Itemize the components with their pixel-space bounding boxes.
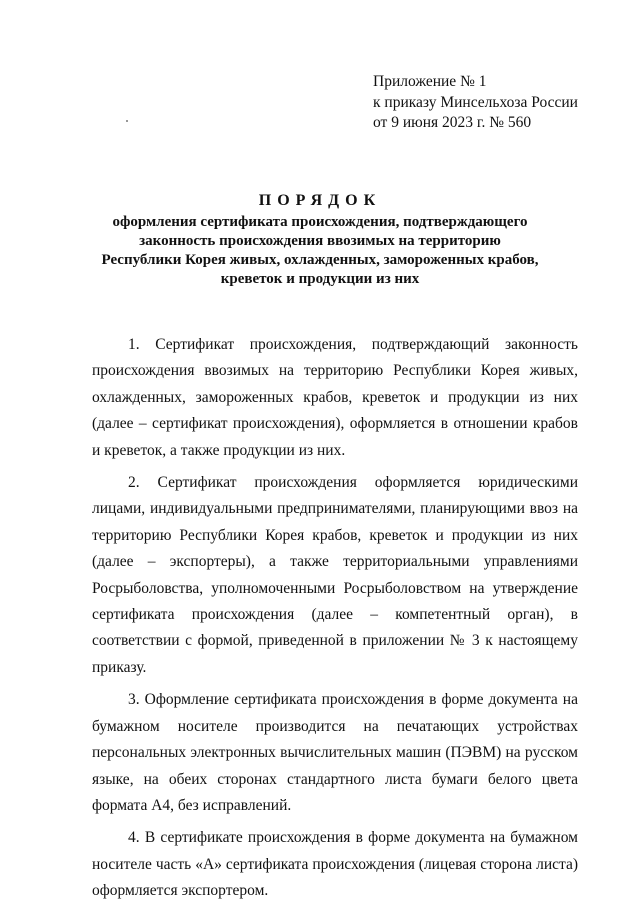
appendix-number: Приложение № 1	[373, 73, 487, 90]
document-title	[60, 190, 580, 289]
title-line-2: законность происхождения ввозимых на территорию	[139, 233, 501, 249]
title-line-1: оформления сертификата происхождения, подтверждающего	[112, 214, 528, 230]
title-main: ПОРЯДОК	[258, 192, 382, 209]
title-line-4: креветок и продукции из них	[220, 271, 420, 287]
paragraph-3: 3. Оформление сертификата происхождения в форме документа на бумажном носителе производится на печатающих устройствах персональных электронных вычислительных машин (ПЭВМ) на русском языке, на обеих сторонах стандартного листа бумаги белого цвета формата А4, без исправлений.	[92, 691, 578, 814]
paragraph-2: 2. Сертификат происхождения оформляется юридическими лицами, индивидуальными предпринимателями, планирующими ввоз на территорию Республики Корея крабов, креветок и продукции из них (далее – экспортеры), а также территориальными управлениями Росрыболовства, уполномоченными Росрыболовством на утверждение сертификата происхождения (далее – компетентный орган), в соответствии с формой, приведенной в приложении № 3 к настоящему приказу.	[92, 474, 578, 676]
appendix-header	[373, 72, 578, 134]
scan-speck	[126, 120, 128, 122]
appendix-order-ref: к приказу Минсельхоза России	[373, 93, 578, 111]
paragraph-1: 1. Сертификат происхождения, подтверждающий законность происхождения ввозимых на территорию Республики Корея живых, охлажденных, замороженных крабов, креветок и продукции из них (далее – сертификат происхождения), оформляется в отношении крабов и креветок, а также продукции из них.	[92, 336, 578, 459]
title-line-3: Республики Корея живых, охлажденных, замороженных крабов,	[101, 252, 539, 268]
appendix-order-date: от 9 июня 2023 г. № 560	[373, 114, 532, 131]
paragraph-4: 4. В сертификате происхождения в форме документа на бумажном носителе часть «А» сертификата происхождения (лицевая сторона листа) оформляется экспортером.	[92, 829, 578, 900]
document-body	[92, 332, 578, 911]
